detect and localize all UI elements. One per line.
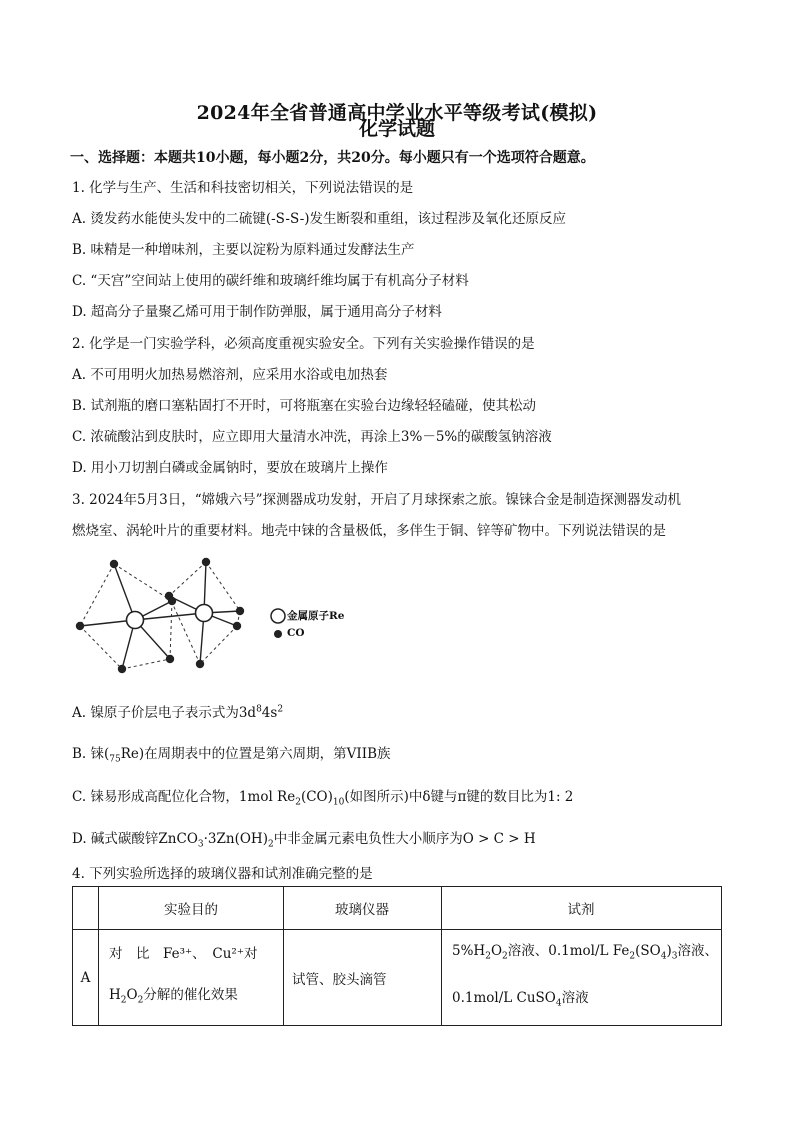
- h-text: H: [109, 986, 121, 1003]
- q4-table: [72, 886, 722, 1026]
- r1-sub4: 4: [660, 951, 667, 962]
- table-row: [73, 930, 722, 1026]
- exam-title: 2024年全省普通高中学业水平等级考试(模拟): [196, 102, 598, 124]
- header-index: [73, 887, 99, 930]
- q3-stem-line1: 3. 2024年5月3日，“嫦娥六号”探测器成功发射，开启了月球探索之旅。镍铼合金是制造探测器发动机: [72, 492, 682, 508]
- row-label: A: [73, 930, 99, 1026]
- r1-sub3: 2: [629, 951, 636, 962]
- q3-d-mid: ·3Zn(OH): [203, 831, 268, 847]
- q3-a-sup2: 2: [277, 704, 284, 715]
- header-purpose: 实验目的: [99, 887, 284, 930]
- q3-d-post: 中非金属元素电负性大小顺序为O > C > H: [273, 831, 536, 847]
- table-header-row: [73, 887, 722, 930]
- q1-option-c: C. “天宫”空间站上使用的碳纤维和玻璃纤维均属于有机高分子材料: [72, 273, 469, 289]
- q2-stem: 2. 化学是一门实验学科，必须高度重视实验安全。下列有关实验操作错误的是: [72, 336, 535, 352]
- o-text: O: [126, 986, 138, 1003]
- r1-mid1: O: [490, 943, 503, 959]
- q3-c-mid: (CO): [300, 789, 333, 805]
- q3-a-sup1: 8: [256, 704, 262, 715]
- legend-co-label: CO: [287, 627, 305, 639]
- q3-stem-line2: 燃烧室、涡轮叶片的重要材料。地壳中铼的含量极低，多伴生于铜、锌等矿物中。下列说法错误的是: [72, 523, 666, 539]
- q3-d-sub1: 3: [197, 839, 204, 850]
- h-sub: 2: [120, 995, 127, 1006]
- row-reagents: [442, 930, 722, 1026]
- r1-mid4: ): [666, 943, 672, 959]
- q3-b-post: Re)在周期表中的位置是第六周期，第VIIB族: [120, 746, 391, 762]
- reagent-line1: [452, 931, 720, 978]
- r2-pre: 0.1mol/L CuSO: [452, 989, 556, 1006]
- q1-option-d: D. 超高分子量聚乙烯可用于制作防弹服，属于通用高分子材料: [72, 304, 442, 320]
- header-instruments: 玻璃仪器: [284, 887, 442, 930]
- q3-a-mid: 4s: [261, 705, 278, 721]
- purpose-line1: 对 比 Fe³⁺、 Cu²⁺对: [109, 945, 258, 962]
- q3-c-sub2: 10: [332, 797, 345, 808]
- q3-b-text: B. 铼(: [72, 746, 110, 762]
- r1-sub2: 2: [502, 951, 508, 962]
- q3-d-sub2: 2: [267, 839, 274, 850]
- q3-option-c: [72, 785, 573, 808]
- r1-mid2: 溶液、0.1mol/L Fe: [507, 943, 630, 959]
- q3-c-sub1: 2: [295, 797, 301, 808]
- q3-c-text: C. 铼易形成高配位化合物，1mol Re: [72, 789, 296, 805]
- r2-sub: 4: [555, 998, 562, 1009]
- q2-option-a: A. 不可用明火加热易燃溶剂，应采用水浴或电加热套: [72, 367, 388, 383]
- o-sub: 2: [137, 995, 144, 1006]
- q2-option-d: D. 用小刀切割白磷或金属钠时，要放在玻璃片上操作: [72, 460, 388, 476]
- purpose-line2: [109, 975, 282, 1022]
- r2-post: 溶液: [561, 989, 589, 1006]
- r1-post: 溶液、: [677, 943, 718, 959]
- re2-co10-figure: [72, 556, 362, 676]
- q1-option-b: B. 味精是一种增味剂，主要以淀粉为原料通过发酵法生产: [72, 242, 415, 258]
- reagent-line2: [452, 978, 720, 1025]
- subject-title: 化学试题: [358, 118, 435, 140]
- q3-option-a: [72, 701, 283, 721]
- row-instruments: 试管、胶头滴管: [284, 930, 442, 1026]
- q2-option-b: B. 试剂瓶的磨口塞粘固打不开时，可将瓶塞在实验台边缘轻轻磕碰，使其松动: [72, 398, 537, 414]
- r1-pre: 5%H: [452, 943, 486, 959]
- purpose-suffix: 分解的催化效果: [143, 986, 238, 1003]
- row-purpose: [99, 930, 284, 1026]
- section-heading: 一、选择题：本题共10小题，每小题2分，共20分。每小题只有一个选项符合题意。: [70, 150, 595, 166]
- q4-stem: 4. 下列实验所选择的玻璃仪器和试剂准确完整的是: [72, 866, 373, 882]
- r1-sub1: 2: [485, 951, 491, 962]
- q3-d-text: D. 碱式碳酸锌ZnCO: [72, 831, 198, 847]
- q3-a-text: A. 镍原子价层电子表示式为3d: [72, 705, 257, 721]
- header-reagents: 试剂: [442, 887, 722, 930]
- q3-c-post: (如图所示)中δ键与π键的数目比为1: 2: [344, 789, 574, 805]
- r1-sub5: 3: [671, 951, 678, 962]
- q3-option-b: [72, 742, 391, 765]
- legend-metal-label: 金属原子Re: [287, 610, 345, 622]
- q1-option-a: A. 烫发药水能使头发中的二硫键(-S-S-)发生断裂和重组，该过程涉及氧化还原反应: [72, 211, 567, 227]
- q3-option-d: [72, 827, 536, 850]
- q1-stem: 1. 化学与生产、生活和科技密切相关，下列说法错误的是: [72, 180, 414, 196]
- r1-mid3: (SO: [635, 943, 661, 959]
- q3-b-sub: 75: [109, 754, 121, 765]
- q2-option-c: C. 浓硫酸沾到皮肤时，应立即用大量清水冲洗，再涂上3%－5%的碳酸氢钠溶液: [72, 429, 552, 445]
